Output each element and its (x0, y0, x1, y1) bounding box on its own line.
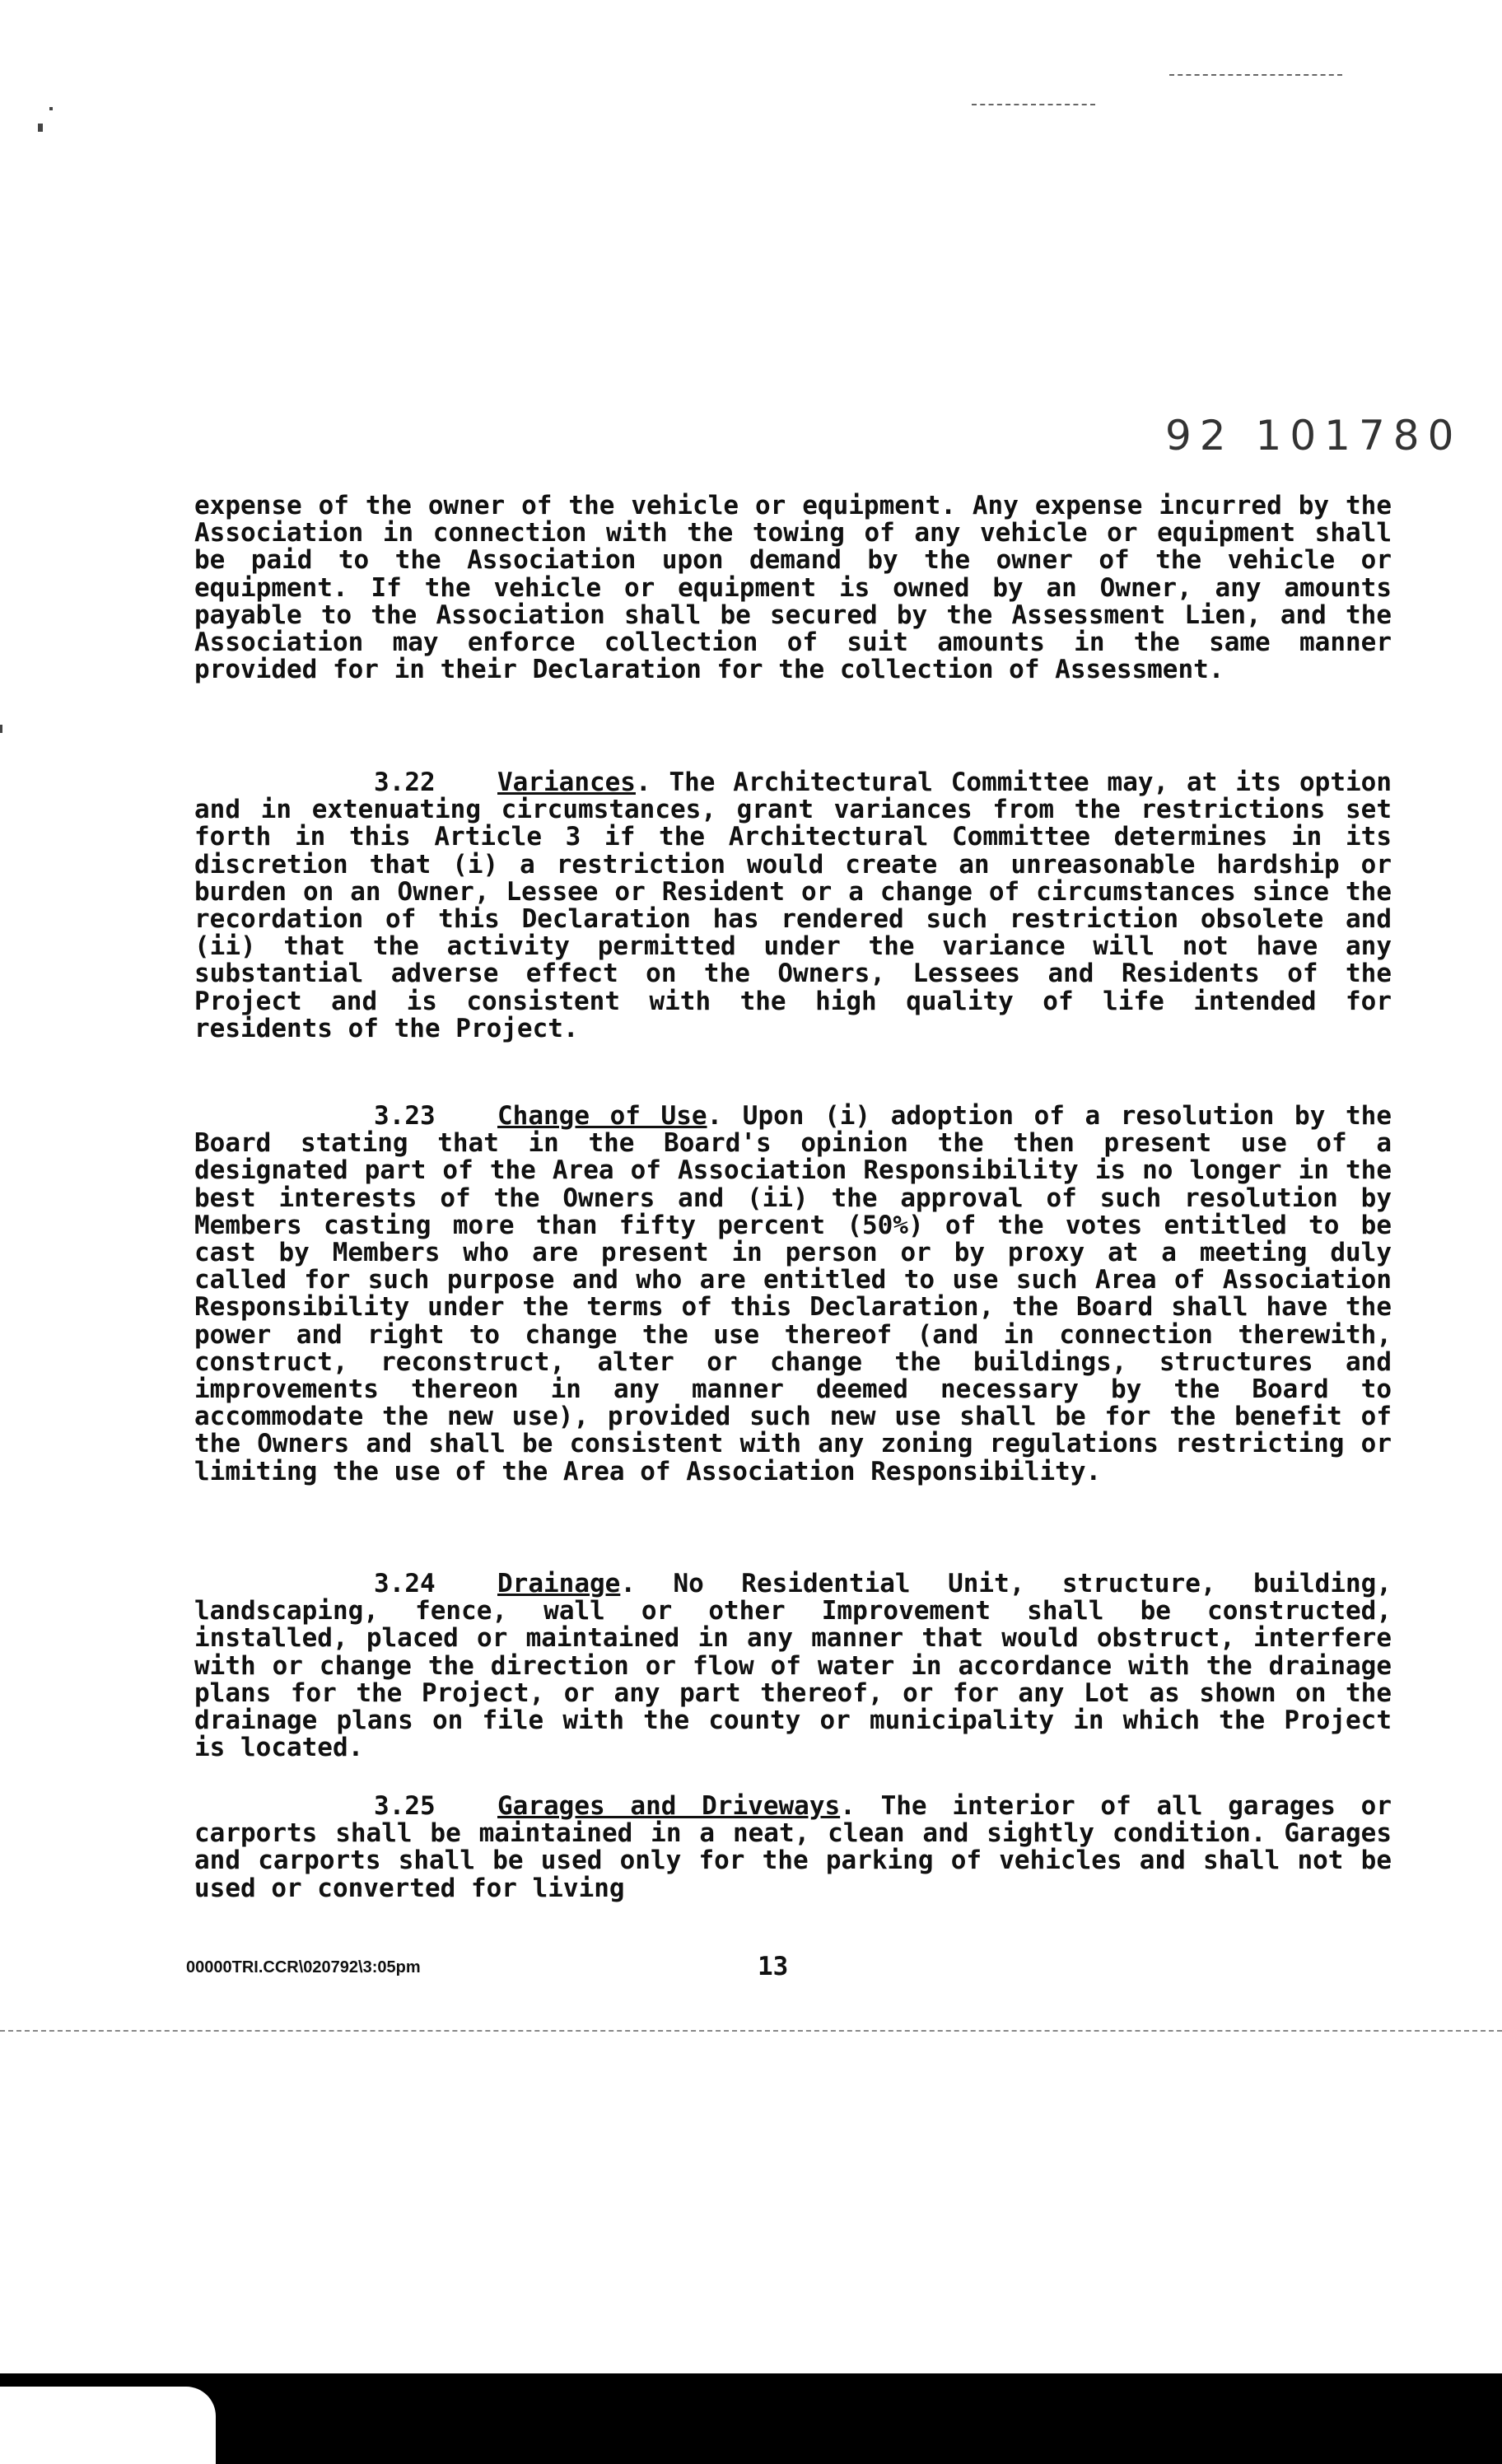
scan-edge-band (0, 2373, 1502, 2464)
scan-artifact (972, 104, 1095, 105)
section-heading: Variances (497, 768, 636, 797)
scan-artifact (49, 107, 53, 110)
section-3-23 (194, 1103, 1392, 1486)
section-number: 3.25 (374, 1791, 436, 1821)
section-number: 3.23 (374, 1101, 436, 1131)
scan-artifact (0, 2030, 1502, 2032)
section-3-22 (194, 769, 1392, 1043)
section-heading: Garages and Driveways (497, 1791, 841, 1821)
scan-artifact (0, 725, 2, 733)
section-3-24 (194, 1570, 1392, 1762)
paragraph-text: . Upon (i) adoption of a resolution by the Board stating that in the Board's opinion the then present use of a designated part of the Area of Association Responsibility is no longer in the best interests of the Owners and (ii) the approval of such resolution by Members casting more than fifty percent (50%) of the votes entitled to be cast by Members who are present in person or by proxy at a meeting duly called for such purpose and who are entitled to use such Area of Association Responsibility under the terms of this Declaration, the Board shall have the power and right to change the use thereof (and in connection therewith, construct, reconstruct, alter or change the buildings, structures and improvements thereon in any manner deemed necessary by the Board to accommodate the new use), provided such new use shall be for the benefit of the Owners and shall be consistent with any zoning regulations restricting or limiting the use of the Area of Association Responsibility. (194, 1101, 1392, 1486)
section-3-25 (194, 1793, 1392, 1902)
paragraph-text: . The interior of all garages or carports shall be maintained in a neat, clean and sightly condition. Garages and carports shall be used only for the parking of vehicles and shall not be used or converted for living (194, 1791, 1392, 1903)
document-number: 92 101780 (1165, 412, 1462, 460)
section-heading: Drainage (497, 1569, 621, 1598)
paragraph-text: expense of the owner of the vehicle or equipment. Any expense incurred by the Association in connection with the towing of any vehicle or equipment shall be paid to the Association upon demand by the owner of the vehicle or equipment. If the vehicle or equipment is owned by an Owner, any amounts payable to the Association shall be secured by the Assessment Lien, and the Association may enforce collection of suit amounts in the same manner provided for in their Declaration for the collection of Assessment. (194, 491, 1392, 685)
section-number: 3.24 (374, 1569, 436, 1598)
page-number: 13 (758, 1952, 789, 1981)
scan-artifact (1169, 74, 1342, 76)
section-number: 3.22 (374, 768, 436, 797)
footer-file-reference: 00000TRI.CCR\020792\3:05pm (186, 1958, 421, 1976)
paragraph-continuation (194, 492, 1392, 684)
paragraph-text: . No Residential Unit, structure, building, landscaping, fence, wall or other Improvement shall be constructed, installed, placed or maintained in any manner that would obstruct, interfere with or change the direction or flow of water in accordance with the drainage plans for the Project, or any part thereof, or for any Lot as shown on the drainage plans on file with the county or municipality in which the Project is located. (194, 1569, 1392, 1763)
scan-artifact (38, 124, 43, 132)
section-heading: Change of Use (497, 1101, 707, 1131)
paragraph-text: . The Architectural Committee may, at its option and in extenuating circumstances, grant variances from the restrictions set forth in this Article 3 if the Architectural Committee determines in its discretion that (i) a restriction would create an unreasonable hardship or burden on an Owner, Lessee or Resident or a change of circumstances since the recordation of this Declaration has rendered such restriction obsolete and (ii) that the activity permitted under the variance will not have any substantial adverse effect on the Owners, Lessees and Residents of the Project and is consistent with the high quality of life intended for residents of the Project. (194, 768, 1392, 1043)
scan-edge-patch (0, 2387, 216, 2464)
